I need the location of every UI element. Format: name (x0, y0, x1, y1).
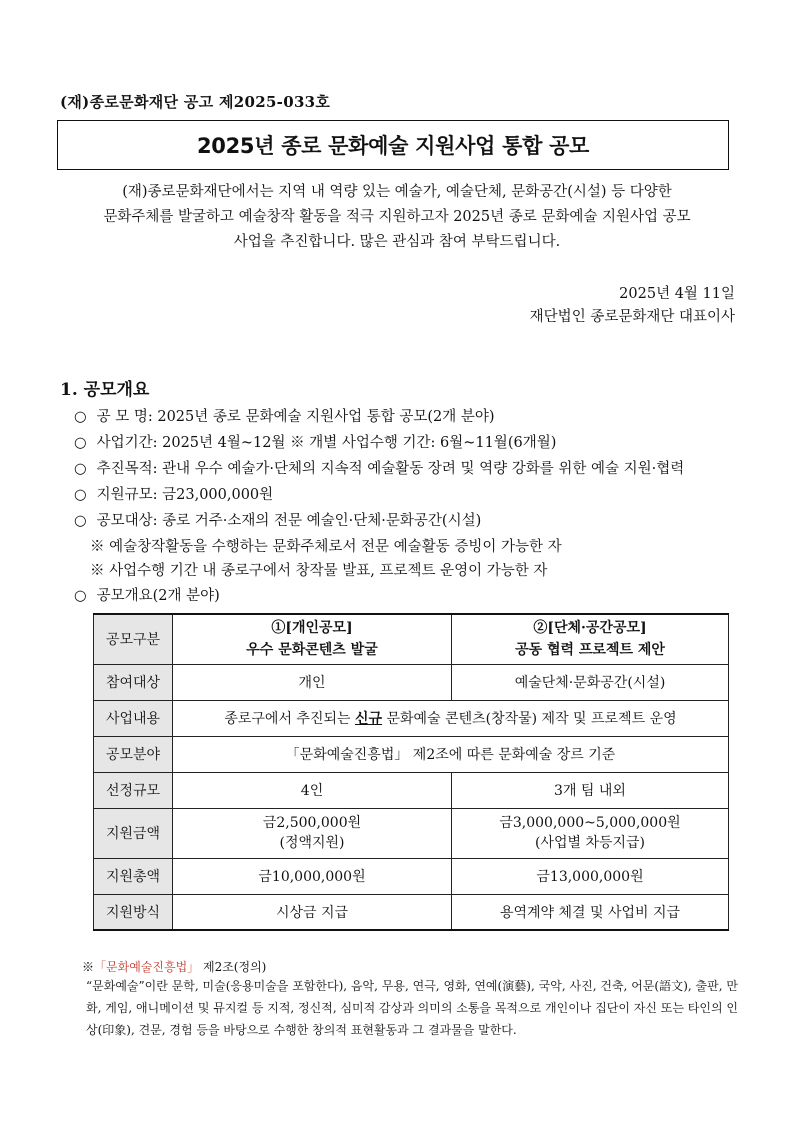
overview-item-purpose (74, 457, 684, 478)
target-note: ※ 예술창작활동을 수행하는 문화주체로서 전문 예술활동 증빙이 가능한 자 (90, 539, 562, 555)
intro-line: (재)종로문화재단에서는 지역 내 역량 있는 예술가, 예술단체, 문화공간(시설) 등 다양한 (122, 184, 672, 200)
row-header: 사업내용 (94, 700, 173, 736)
item-text: 추진목적: 관내 우수 예술가·단체의 지속적 예술활동 장려 및 역량 강화를 위한 예술 지원·협력 (96, 461, 685, 477)
table-cell: 예술단체·문화공간(시설) (452, 664, 729, 700)
overview-item-target (74, 509, 481, 530)
row-header: 선정규모 (94, 772, 173, 808)
overview-item-fields (74, 584, 220, 605)
item-text: 사업기간: 2025년 4월~12월 ※ 개별 사업수행 기간: 6월~11월(6개월) (96, 435, 557, 451)
row-header: 지원총액 (94, 858, 173, 894)
table-cell: 「문화예술진흥법」 제2조에 따른 문화예술 장르 기준 (173, 736, 729, 772)
col-group-header (452, 614, 729, 664)
bullet: ○ (74, 461, 87, 477)
row-header: 공모분야 (94, 736, 173, 772)
intro-paragraph (57, 180, 737, 255)
table-cell: 용역계약 체결 및 사업비 지급 (452, 894, 729, 930)
col-title: ①[개인공모] (271, 620, 353, 637)
footnote-mark: ※ (82, 960, 95, 974)
item-text: 공모대상: 종로 거주·소재의 전문 예술인·단체·문화공간(시설) (96, 513, 482, 529)
law-name: 「문화예술진흥법」 (94, 960, 200, 974)
row-header: 참여대상 (94, 664, 173, 700)
section-title: 1. 공모개요 (60, 380, 150, 400)
row-header: 지원금액 (94, 808, 173, 858)
bullet: ○ (74, 513, 87, 529)
bullet: ○ (74, 487, 87, 503)
intro-line: 문화주체를 발굴하고 예술창작 활동을 적극 지원하고자 2025년 종로 문화예술 지원사업 공모 (103, 209, 691, 225)
row-header: 지원방식 (94, 894, 173, 930)
item-text: 공모개요(2개 분야) (96, 588, 220, 604)
table-row (94, 772, 729, 808)
table-row (94, 664, 729, 700)
amount-note: (정액지원) (279, 835, 345, 851)
col-title: ②[단체·공간공모] (533, 620, 647, 637)
bullet: ○ (74, 588, 87, 604)
col-subtitle: 우수 문화콘텐츠 발굴 (246, 642, 378, 659)
document-title: 2025년 종로 문화예술 지원사업 통합 공모 (196, 134, 590, 158)
amount-value: 금2,500,000원 (262, 815, 362, 831)
amount-value: 금3,000,000~5,000,000원 (499, 815, 681, 831)
table-cell: 4인 (173, 772, 452, 808)
table-cell: 시상금 지급 (173, 894, 452, 930)
overview-item-period (74, 431, 556, 452)
table-row (94, 808, 729, 858)
bullet: ○ (74, 409, 87, 425)
overview-item-scale (74, 483, 273, 504)
table-row (94, 858, 729, 894)
table-row (94, 700, 729, 736)
overview-item-name (74, 405, 495, 426)
table-cell: 금10,000,000원 (173, 858, 452, 894)
item-text: 공 모 명: 2025년 종로 문화예술 지원사업 통합 공모(2개 분야) (96, 409, 495, 425)
amount-note: (사업별 차등지급) (534, 835, 646, 851)
notice-date: 2025년 4월 11일 (619, 286, 735, 302)
table-cell (452, 808, 729, 858)
text: 종로구에서 추진되는 (224, 711, 355, 727)
table-row (94, 614, 729, 664)
table-cell: 3개 팀 내외 (452, 772, 729, 808)
table-cell (173, 808, 452, 858)
footnote-text: “문화예술”이란 문학, 미술(응용미술을 포함한다), 음악, 무용, 연극, 영화, 연예(演藝), 국악, 사진, 건축, 어문(語文), 출판, 만화, 게임, 애니메이션 및 뮤지컬 등 지적, 정신적, 심미적 감상과 의미의 소통을 목적으로 개인이나 집단이 자신 또는 타인의 인상(印象), 견문, 경험 등을 바탕으로 수행한 창의적 표현활동과 그 결과물을 말한다. (86, 979, 738, 1037)
intro-line: 사업을 추진합니다. 많은 관심과 참여 부탁드립니다. (233, 234, 561, 250)
table-row (94, 894, 729, 930)
table-cell (173, 700, 729, 736)
overview-table (93, 613, 729, 931)
col-individual-header (173, 614, 452, 664)
signer: 재단법인 종로문화재단 대표이사 (529, 309, 735, 325)
bullet: ○ (74, 435, 87, 451)
col-subtitle: 공동 협력 프로젝트 제안 (515, 642, 665, 659)
target-note: ※ 사업수행 기간 내 종로구에서 창작물 발표, 프로젝트 운영이 가능한 자 (90, 563, 548, 579)
emphasis-text: 신규 (354, 711, 383, 727)
title-box (57, 120, 729, 170)
footnote-heading (82, 958, 266, 975)
table-cell: 금13,000,000원 (452, 858, 729, 894)
table-cell: 개인 (173, 664, 452, 700)
law-article: 제2조(정의) (199, 960, 267, 974)
row-header: 공모구분 (94, 614, 173, 664)
item-text: 지원규모: 금23,000,000원 (96, 487, 274, 503)
text: 문화예술 콘텐츠(창작물) 제작 및 프로젝트 운영 (382, 711, 677, 727)
table-row (94, 736, 729, 772)
notice-number: (재)종로문화재단 공고 제2025-033호 (60, 93, 331, 111)
